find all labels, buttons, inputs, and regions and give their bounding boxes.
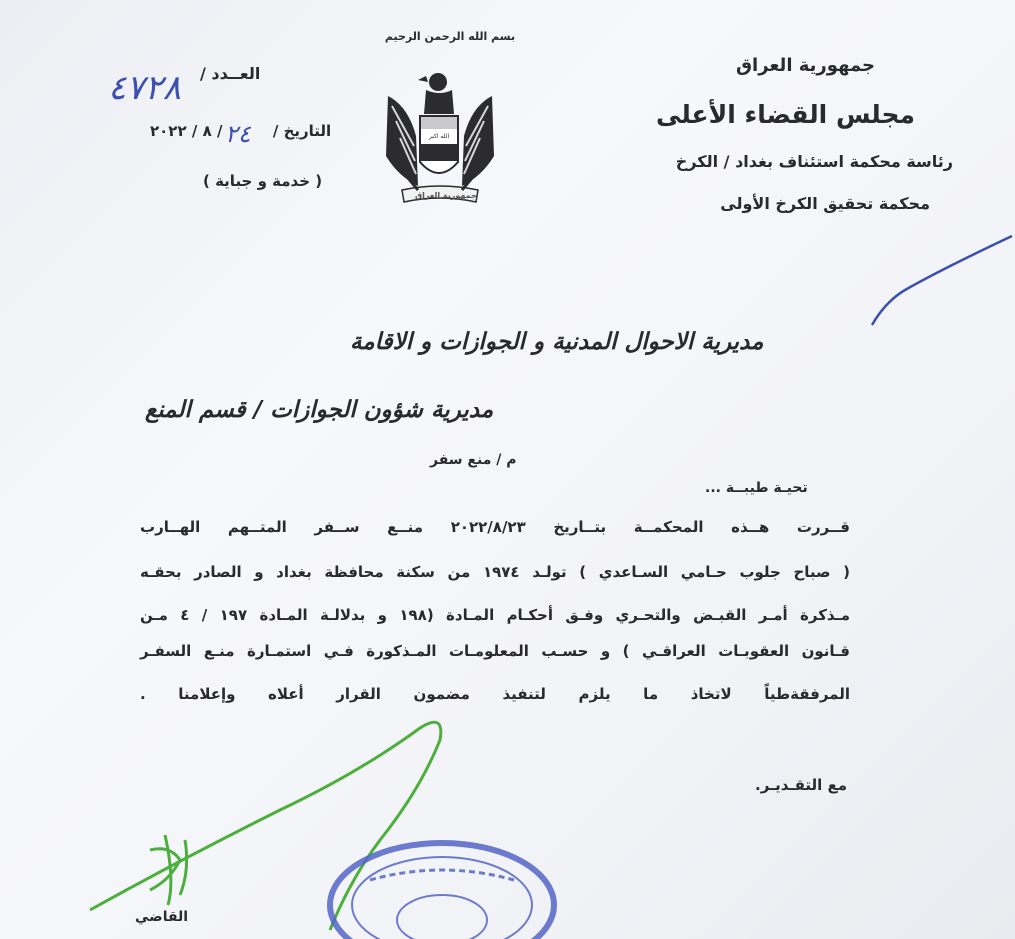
svg-text:الله اكبر: الله اكبر — [428, 133, 450, 140]
presidency-line: رئاسة محكمة استئناف بغداد / الكرخ — [675, 152, 953, 171]
emblem-caption: جمهورية العراق — [415, 191, 477, 200]
basmala: بسم الله الرحمن الرحيم — [384, 30, 516, 43]
closing: مع التقـديـر. — [755, 776, 848, 794]
body-line-2: ( صباح جلوب حـامي السـاعدي ) تولـد ١٩٧٤ من سكنة محافظة بغداد و الصادر بحقـه — [140, 563, 850, 581]
body-line-1: قــررت هــذه المحكمــة بتــاريخ ٢٠٢٢/٨/٢٣ منــع ســفر المتــهم الهــارب — [140, 518, 851, 536]
council-title: مجلس القضاء الأعلى — [656, 100, 915, 129]
body-line-5: المرفقةطياً لاتخاذ ما يلزم لتنفيذ مضمون القرار أعلاه وإعلامنا . — [140, 685, 850, 703]
handwritten-day: ٢٤ — [225, 120, 251, 148]
body-line-4: قـانون العقوبـات العراقـي ) و حسـب المعلومـات المـذكورة فـي استمـارة منـع السفـر — [140, 642, 850, 660]
republic-title: جمهورية العراق — [735, 55, 875, 76]
number-label: العــدد / — [200, 64, 261, 83]
court-line: محكمة تحقيق الكرخ الأولى — [720, 194, 930, 213]
addressee-line-2: مديرية شؤون الجوازات / قسم المنع — [145, 397, 494, 423]
subject-line: م / منع سفر — [430, 452, 517, 468]
service-note: ( خدمة و جباية ) — [203, 172, 323, 190]
signature-initials — [150, 835, 187, 905]
greeting: تحيـة طيبــة ... — [705, 480, 808, 496]
pen-stroke — [872, 236, 1012, 325]
addressee-line-1: مديرية الاحوال المدنية و الجوازات و الاقامة — [350, 329, 764, 355]
court-stamp — [330, 843, 554, 939]
date-rest: / ٨ / ٢٠٢٢ — [150, 122, 223, 140]
handwritten-number: ٤٧٢٨ — [108, 68, 182, 108]
signature-title: القاضي — [135, 909, 189, 925]
date-label: التاريخ / — [272, 122, 332, 140]
body-line-3: مـذكرة أمـر القبـض والتحـري وفـق أحكـام المـادة (١٩٨ و بدلالـة المـادة ١٩٧ / ٤ مـن — [140, 606, 850, 624]
signature-stroke — [90, 722, 441, 930]
